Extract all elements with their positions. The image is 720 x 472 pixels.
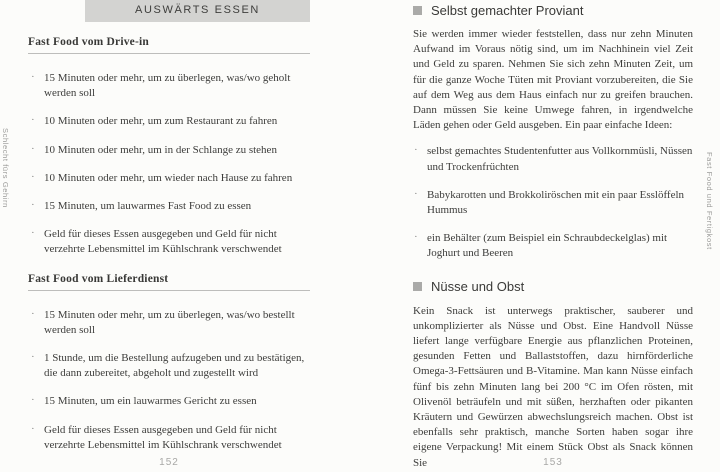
list-item: · Geld für dieses Essen ausgegeben und Geld für nicht verzehrte Lebensmittel im Kühlschrank verschwendet xyxy=(28,423,310,453)
left-page-number: 152 xyxy=(159,457,179,468)
proviant-ideas-list xyxy=(413,144,693,261)
paragraph-proviant: Sie werden immer wieder feststellen, dass nur zehn Minuten Aufwand im Voraus nötig sind, um im Nachhinein viel Zeit und Geld zu sparen. Nehmen Sie sich zehn Minuten Zeit, um für die ganze Woche Tüten mit Proviant vorzubereiten, die Sie auf dem Weg aus dem Haus einfach nur zu greifen brauchen. Dann müssen Sie keine Umwege fahren, in irgendwelche Läden gehen oder Geld ausgeben. Ein paar einfache Ideen: xyxy=(413,28,693,132)
list-item: · 15 Minuten, um ein lauwarmes Gericht zu essen xyxy=(28,394,310,409)
list-item: · 10 Minuten oder mehr, um in der Schlange zu stehen xyxy=(28,143,310,158)
list-item: · selbst gemachtes Studentenfutter aus Vollkornmüsli, Nüssen und Trockenfrüchten xyxy=(413,144,693,174)
section-title-lieferdienst: Fast Food vom Lieferdienst xyxy=(28,273,310,291)
section-heading-label: Selbst gemachter Proviant xyxy=(431,3,584,18)
left-page-column xyxy=(28,0,310,466)
list-item: · Babykarotten und Brokkoliröschen mit ein paar Esslöffeln Hummus xyxy=(413,188,693,218)
list-item: · 15 Minuten oder mehr, um zu überlegen, was/wo geholt werden soll xyxy=(28,71,310,101)
left-margin-chapter-label: Schlecht fürs Gehirn xyxy=(1,128,10,208)
drive-in-list xyxy=(28,71,310,258)
paragraph-nuesse-obst: Kein Snack ist unterwegs praktischer, sauberer und unkomplizierter als Nüsse und Obst. Eine Handvoll Nüsse liefert lange verfügbare Energie aus pflanzlichen Proteinen, gesunden Fetten und Ballaststoffen, dazu hirnförderliche Omega-3-Fettsäuren und B-Vitamine. Man kann Nüsse einfach fünf bis zehn Minuten lang bei 200 °C im Ofen rösten, mit Olivenöl beträufeln und mit süßen, herzhaften oder pikanten Kräutern und Gewürzen abwechslungsreich machen. Obst ist ebenfalls sehr praktisch, manche Sorten haben sogar ihre eigene Verpackung! Mit einem Stück Obst als Snack können Sie xyxy=(413,304,693,469)
list-item: · ein Behälter (zum Beispiel ein Schraubdeckelglas) mit Joghurt und Beeren xyxy=(413,231,693,261)
right-page-column xyxy=(413,0,693,471)
right-margin-chapter-label: Fast Food und Fertigkost xyxy=(705,152,714,250)
list-item: · Geld für dieses Essen ausgegeben und Geld für nicht verzehrte Lebensmittel im Kühlschrank verschwendet xyxy=(28,227,310,257)
lieferdienst-list xyxy=(28,308,310,453)
section-heading-proviant xyxy=(413,3,693,18)
list-item: · 10 Minuten oder mehr, um zum Restaurant zu fahren xyxy=(28,114,310,129)
section-heading-label: Nüsse und Obst xyxy=(431,278,525,294)
right-page-number: 153 xyxy=(543,457,563,468)
section-title-drive-in: Fast Food vom Drive-in xyxy=(28,36,310,54)
section-heading-nuesse-obst xyxy=(413,279,693,294)
chapter-header: AUSWÄRTS ESSEN xyxy=(85,0,310,22)
list-item: · 15 Minuten, um lauwarmes Fast Food zu essen xyxy=(28,199,310,214)
list-item: · 15 Minuten oder mehr, um zu überlegen, was/wo bestellt werden soll xyxy=(28,308,310,338)
section-square-icon xyxy=(413,282,422,291)
list-item: · 1 Stunde, um die Bestellung aufzugeben und zu bestätigen, die dann zubereitet, abgeholt und zugestellt wird xyxy=(28,351,310,381)
section-square-icon xyxy=(413,6,422,15)
list-item: · 10 Minuten oder mehr, um wieder nach Hause zu fahren xyxy=(28,171,310,186)
